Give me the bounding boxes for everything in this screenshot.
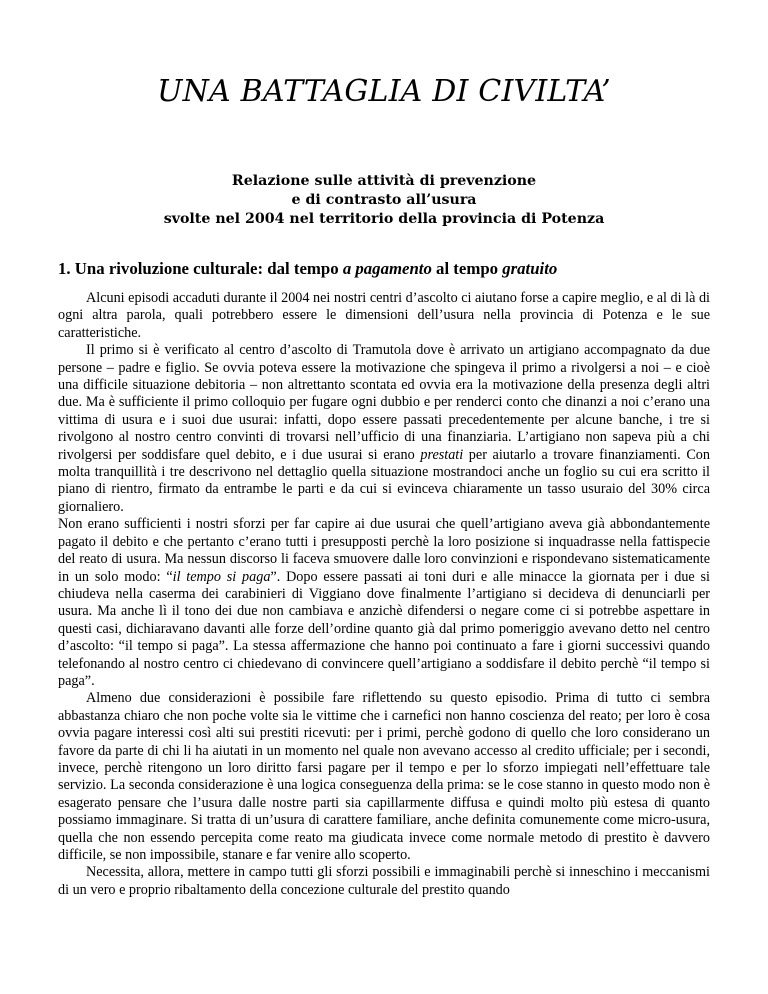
paragraph-2-emphasis: prestati xyxy=(420,446,464,463)
document-subtitle xyxy=(0,172,768,229)
paragraph-5: Necessita, allora, mettere in campo tutti gli sforzi possibili e immaginabili perchè si inneschino i meccanismi di un vero e proprio ribaltamento della concezione culturale del prestito quando xyxy=(58,864,710,898)
document-title: UNA BATTAGLIA DI CIVILTA’ xyxy=(157,74,611,109)
section-heading xyxy=(58,259,748,279)
paragraph-3-emphasis: il tempo si paga xyxy=(172,568,271,585)
paragraph-3-text-b: ”. Dopo essere passati ai toni duri e alle minacce la giornata per i due si chiudeva nella caserma dei carabinieri di Viggiano dove finalmente l’artigiano si decideva di denunciarli per usura. Ma anche lì il tono dei due non cambiava e anzichè difendersi o negare come ci si potrebbe aspettare in questi casi, dichiaravano davanti alle forze dell’ordine quanto già dal primo pomeriggio avevano detto nel centro d’ascolto: “il tempo si paga”. La stessa affermazione che hanno poi continuato a fare i giorni successivi quando telefonando al nostro centro ci chiedevano di convincere quell’artigiano a soddisfare il debito perchè “il tempo si paga”. xyxy=(58,568,710,689)
paragraph-2 xyxy=(58,342,710,516)
heading-text-2: al tempo xyxy=(431,259,503,278)
subtitle-line-2: e di contrasto all’usura xyxy=(291,192,477,208)
paragraph-3 xyxy=(58,516,710,690)
subtitle-line-1: Relazione sulle attività di prevenzione xyxy=(231,173,537,189)
paragraph-1: Alcuni episodi accaduti durante il 2004 nei nostri centri d’ascolto ci aiutano forse a capire meglio, e al di là di ogni altra parola, quali potrebbero essere le dimensioni dell’usura nella provincia di Potenza e le sue caratteristiche. xyxy=(58,290,710,341)
paragraph-3-text-a: Non erano sufficienti i nostri sforzi per far capire ai due usurai che quell’artigiano aveva già abbondantemente pagato il debito e che pertanto c’erano tutti i presupposti perchè la loro posizione si inquadrasse nella fattispecie del reato di usura. Ma nessun discorso li faceva smuovere dalle loro convinzioni e rispondevano sistematicamente in un solo modo: “ xyxy=(58,516,710,585)
body-text xyxy=(58,290,710,899)
paragraph-2-text-b: per aiutarlo a trovare finanziamenti. Con molta tranquillità i tre descrivono nel dettaglio quella situazione mostrandoci anche un foglio su cui era scritto il piano di rientro, firmato da entrambe le parti e da cui si evinceva chiaramente un tasso usuraio del 30% circa giornaliero. xyxy=(58,446,710,515)
heading-emphasis-1: a pagamento xyxy=(342,259,432,278)
heading-text-1: 1. Una rivoluzione culturale: dal tempo xyxy=(58,259,343,278)
subtitle-line-3: svolte nel 2004 nel territorio della provincia di Potenza xyxy=(163,211,605,227)
paragraph-4: Almeno due considerazioni è possibile fare riflettendo su questo episodio. Prima di tutto ci sembra abbastanza chiaro che non poche volte sia le vittime che i carnefici non hanno coscienza del reato; per loro è cosa ovvia pagare interessi così alti sui prestiti ricevuti: per i primi, perchè godono di quello che loro considerano un favore da parte di chi li ha aiutati in un momento nel quale non avevano accesso al credito ufficiale; per i secondi, invece, perchè ritengono un loro diritto farsi pagare per il tempo e per lo sforzo impiegati nell’effettuare tale servizio. La seconda considerazione è una logica conseguenza della prima: se le cose stanno in questo modo non è esagerato pensare che l’usura dalle nostre parti sia capillarmente diffusa e quindi molto più estesa di quanto possiamo immaginare. Si tratta di un’usura di carattere familiare, anche definita comunemente come micro-usura, quella che non essendo percepita come reato ma giudicata invece come normale metodo di prestito è davvero difficile, se non impossibile, stanare e far venire allo scoperto. xyxy=(58,690,710,863)
paragraph-2-text-a: Il primo si è verificato al centro d’ascolto di Tramutola dove è arrivato un artigiano accompagnato da due persone – padre e figlio. Se ovvia poteva essere la motivazione che spingeva il primo a rivolgersi a noi – e cioè una difficile situazione debitoria – non altrettanto scontata ed ovvia era la motivazione della presenza degli altri due. Ma è sufficiente il primo colloquio per fugare ogni dubbio e per renderci conto che dinanzi a noi c’erano una vittima di usura e i suoi due usurai: infatti, dopo essere passati precedentemente per alcune banche, i tre si rivolgono al nostro centro convinti di trovarsi nell’ufficio di una finanziaria. L’artigiano non sapeva più a chi rivolgersi per soddisfare quel debito, e i due usurai si erano xyxy=(58,342,710,463)
heading-emphasis-2: gratuito xyxy=(502,259,558,278)
